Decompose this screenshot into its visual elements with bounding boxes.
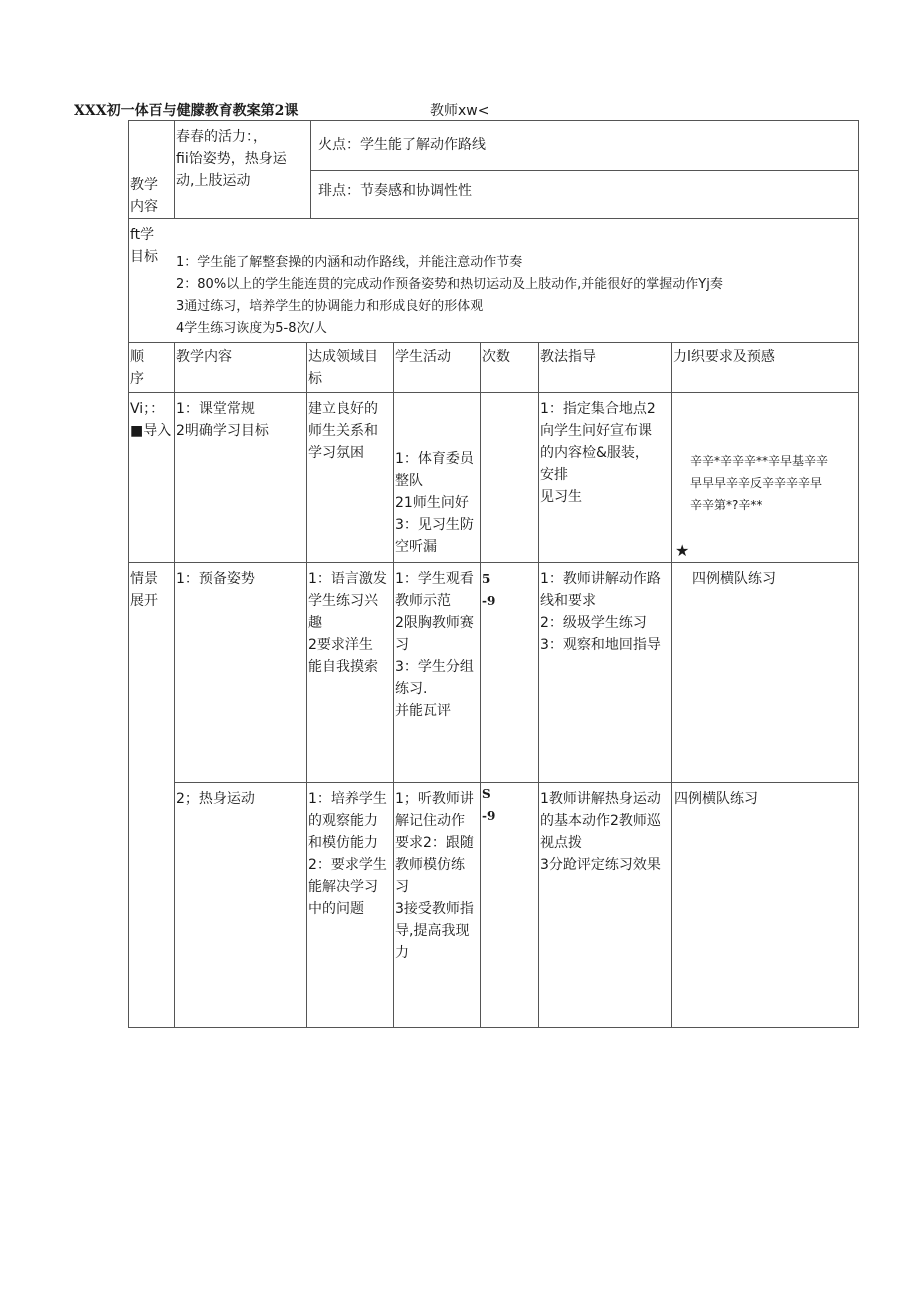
row-intro-organization-diagram: 辛辛*辛辛辛**辛早基辛辛 早早早辛辛反辛辛辛辛早 辛辛第*?辛** [690, 454, 829, 512]
teaching-content-label: 教学 内容 [130, 177, 158, 215]
header-activity: 学生活动 [395, 349, 451, 365]
row-intro-activity: 1：体育委员 整队 21师生问好 3：见习生防 空听漏 [395, 451, 474, 555]
row-intro-content: 1：课堂常规 2明确学习目标 [176, 401, 269, 439]
goal-item: 3通过练习，培养学生的协调能力和形成良好的形体观 [176, 299, 484, 314]
header-method: 教法指导 [540, 349, 596, 365]
row-posture-count: 5 -9 [482, 572, 496, 608]
row-posture-method: 1：教师讲解动作路 线和要求 2：级圾学生练习 3：观察和地回指导 [540, 571, 661, 653]
row-warmup-method: 1教师讲解热身运动 的基本动作2教师巡 视点拨 3分跄评定练习效果 [540, 791, 661, 873]
difficult-point: 琲点：节奏感和协调性性 [318, 183, 472, 199]
row-warmup-activity: 1；听教师讲 解记住动作 要求2：跟随 教师模仿练 习 3接受教师指 导,提高我现 力 [395, 791, 474, 961]
row-posture-activity: 1：学生观看 教师示范 2限胸教师赛 习 3：学生分组 练习. 并能瓦评 [395, 571, 474, 719]
row-warmup-organization: 四例横队练习 [674, 791, 758, 807]
row-warmup-count: S -9 [482, 787, 496, 823]
goal-item: 4学生练习诙度为5-8次/人 [176, 321, 327, 336]
header-goal: 达成领域目 标 [308, 349, 378, 387]
header-content: 教学内容 [176, 349, 232, 365]
lesson-title: XXX初一体百与健朦教育教案第2课 [74, 103, 299, 119]
teacher-label: 教师xw< [430, 103, 490, 119]
star-icon: ★ [675, 541, 690, 560]
goal-item: 2：80%以上的学生能连贯的完成动作预备姿势和热切运动及上肢动作,并能很好的掌握动作Yj奏 [176, 277, 723, 292]
goal-item: 1：学生能了解整套操的内涵和动作路线，并能注意动作节奏 [176, 255, 523, 270]
teaching-goals-label: ft学 目标 [130, 227, 158, 265]
row-warmup-goal: 1：培养学生 的观察能力 和模仿能力 2：要求学生 能解决学习 中的问题 [308, 791, 387, 917]
key-point: 火点：学生能了解动作路线 [318, 137, 486, 153]
row-posture-organization: 四例横队练习 [692, 571, 776, 587]
row-intro-order: Vi；： ■导入 [130, 401, 172, 439]
row-warmup-content: 2；热身运动 [176, 791, 255, 807]
lesson-topic: 春春的活力：， fii饴姿势，热身运 动,上肢运动 [176, 129, 287, 189]
row-posture-goal: 1：语言激发 学生练习兴 趣 2要求洋生 能自我摸索 [308, 571, 387, 675]
row-posture-content: 1：预备姿势 [176, 571, 255, 587]
header-count: 次数 [482, 349, 510, 365]
row-intro-method: 1：指定集合地点2 向学生问好宣布课 的内容检&服装， 安排 见习生 [540, 401, 656, 505]
header-order: 顺 序 [130, 349, 144, 387]
row-scene-order: 情景 展开 [130, 571, 158, 609]
row-intro-goal: 建立良好的 师生关系和 学习氛困 [308, 401, 378, 461]
header-organization: 力l织要求及预感 [673, 349, 775, 365]
teaching-goals-list [176, 252, 856, 340]
